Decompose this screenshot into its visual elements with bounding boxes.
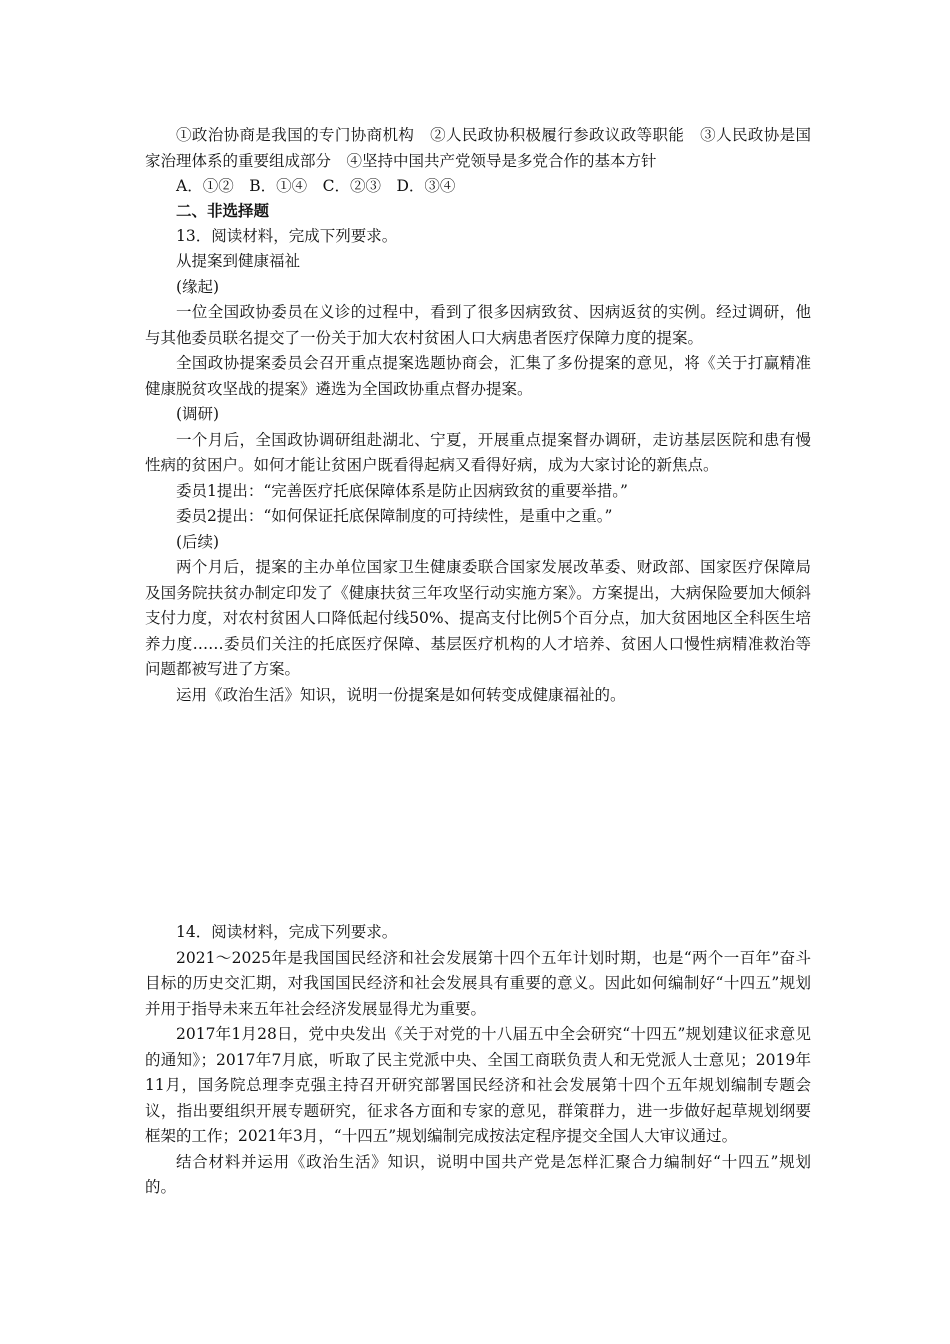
q14-question: 结合材料并运用《政治生活》知识，说明中国共产党是怎样汇聚合力编制好“十四五”规划的。 bbox=[145, 1152, 811, 1196]
q13-stem: 13．阅读材料，完成下列要求。 bbox=[176, 226, 398, 245]
q13-follow-paragraph-1: 两个月后，提案的主办单位国家卫生健康委联合国家发展改革委、财政部、国家医疗保障局及国务院扶贫办制定印发了《健康扶贫三年攻坚行动实施方案》。方案提出，大病保险要加大倾斜支付力度，对农村贫困人口降低起付线50%、提高支付比例5个百分点，加大贫困地区全科医生培养力度……委员们关注的托底医疗保障、基层医疗机构的人才培养、贫困人口慢性病精准救治等问题都被写进了方案。 bbox=[145, 558, 811, 678]
q13-follow-label: (后续) bbox=[176, 532, 220, 551]
q14-paragraph-1: 2021～2025年是我国国民经济和社会发展第十四个五年计划时期，也是“两个一百年”奋斗目标的历史交汇期，对我国国民经济和社会发展具有重要的意义。因此如何编制好“十四五”规划并用于指导未来五年社会经济发展显得尤为重要。 bbox=[145, 948, 811, 1018]
q13-research-paragraph-1: 一个月后，全国政协调研组赴湖北、宁夏，开展重点提案督办调研，走访基层医院和患有慢性病的贫困户。如何才能让贫困户既看得起病又看得好病，成为大家讨论的新焦点。 bbox=[145, 430, 811, 474]
q13-question: 运用《政治生活》知识，说明一份提案是如何转变成健康福祉的。 bbox=[176, 685, 626, 704]
q14-stem: 14．阅读材料，完成下列要求。 bbox=[176, 923, 398, 941]
q12-statements: ①政治协商是我国的专门协商机构 ②人民政协积极履行参政议政等职能 ③人民政协是国家治理体系的重要组成部分 ④坚持中国共产党领导是多党合作的基本方针 bbox=[145, 126, 811, 170]
section-title: 二、非选择题 bbox=[176, 201, 270, 220]
q13-title: 从提案到健康福祉 bbox=[176, 252, 301, 270]
question-14 bbox=[145, 920, 811, 1201]
q13-origin-paragraph-2: 全国政协提案委员会召开重点提案选题协商会，汇集了多份提案的意见，将《关于打赢精准健康脱贫攻坚战的提案》遴选为全国政协重点督办提案。 bbox=[145, 354, 811, 398]
q13-research-paragraph-2: 委员1提出：“完善医疗托底保障体系是防止因病致贫的重要举措。” bbox=[176, 481, 628, 500]
q14-paragraph-2: 2017年1月28日，党中央发出《关于对党的十八届五中全会研究“十四五”规划建议征求意见的通知》；2017年7月底，听取了民主党派中央、全国工商联负责人和无党派人士意见；2019年11月，国务院总理李克强主持召开研究部署国民经济和社会发展第十四个五年规划编制专题会议，指出要组织开展专题研究，征求各方面和专家的意见，群策群力，进一步做好起草规划纲要框架的工作；2021年3月，“十四五”规划编制完成按法定程序提交全国人大审议通过。 bbox=[145, 1025, 811, 1145]
q13-origin-label: (缘起) bbox=[176, 277, 220, 296]
q13-research-paragraph-3: 委员2提出：“如何保证托底保障制度的可持续性，是重中之重。” bbox=[176, 507, 613, 525]
question-12-tail bbox=[145, 123, 811, 200]
q12-options: A．①② B．①④ C．②③ D．③④ bbox=[176, 177, 456, 195]
question-13 bbox=[145, 198, 811, 708]
q13-research-label: (调研) bbox=[176, 405, 220, 423]
q13-origin-paragraph-1: 一位全国政协委员在义诊的过程中，看到了很多因病致贫、因病返贫的实例。经过调研，他与其他委员联名提交了一份关于加大农村贫困人口大病患者医疗保障力度的提案。 bbox=[145, 303, 811, 347]
